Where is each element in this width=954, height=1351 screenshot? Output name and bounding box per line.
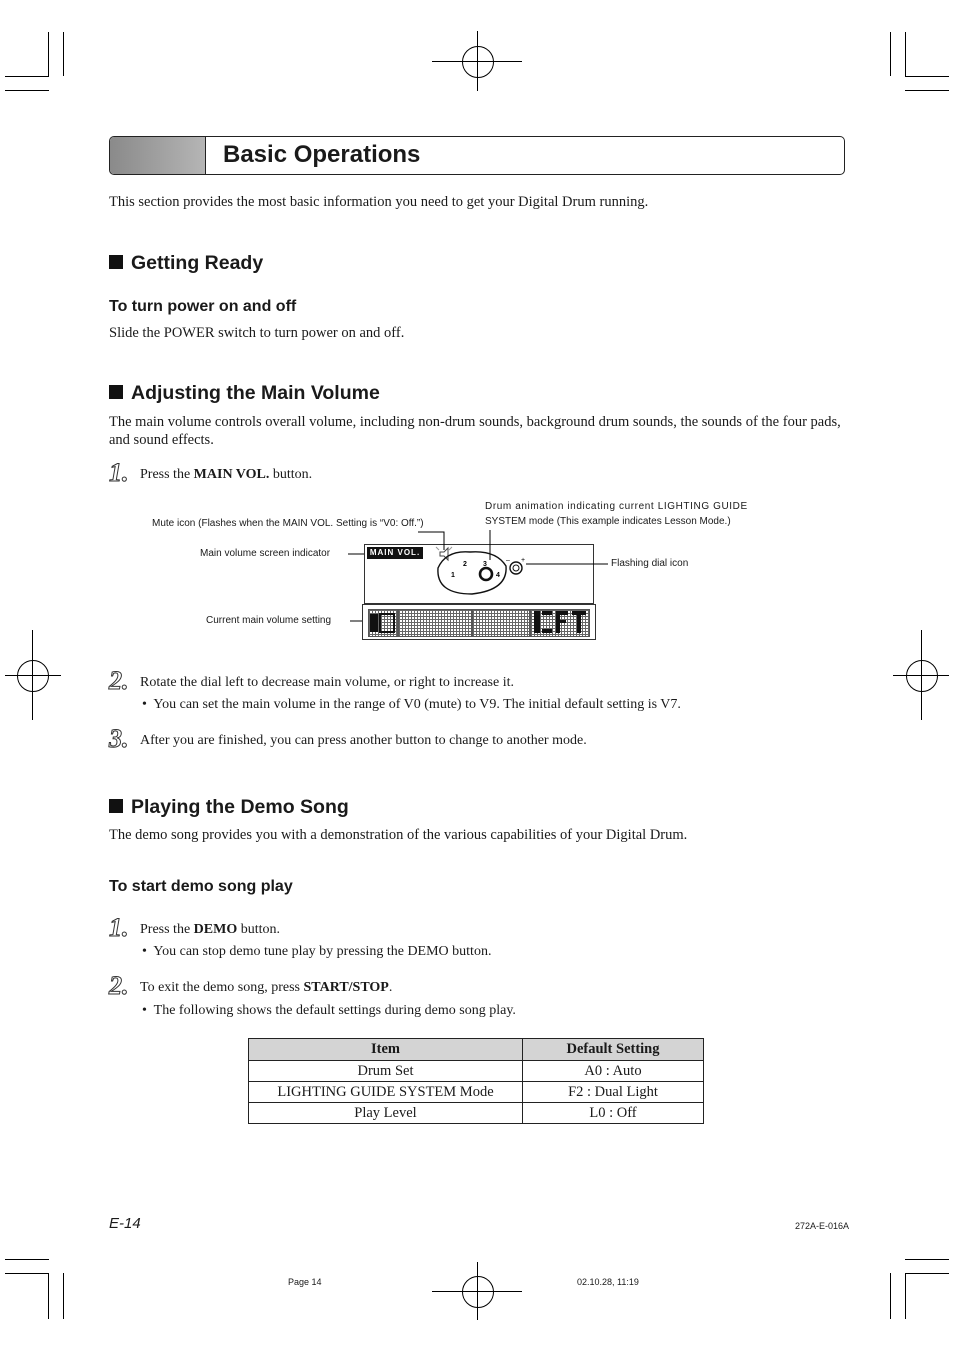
timestamp: 02.10.28, 11:19 <box>577 1277 639 1287</box>
step-number: 1. <box>109 913 129 942</box>
drum-anim-label-2: SYSTEM mode (This example indicates Lesson Mode.) <box>485 516 731 527</box>
bullet-item: • The following shows the default settings during demo song play. <box>142 1003 516 1018</box>
dial-icon <box>506 557 525 574</box>
table-cell: Drum Set <box>249 1061 523 1082</box>
section-heading: Getting Ready <box>131 252 264 274</box>
step-text: To exit the demo song, press START/STOP. <box>140 980 393 995</box>
step-text: Press the MAIN VOL. button. <box>140 467 313 482</box>
step-number: 1. <box>109 458 129 487</box>
svg-text:+: + <box>521 557 526 564</box>
page-title: Basic Operations <box>223 141 421 168</box>
svg-text:1: 1 <box>451 572 455 579</box>
step-number: 2. <box>109 971 129 1000</box>
section-demo-song <box>109 796 349 819</box>
lcd-value-digits <box>370 611 586 633</box>
step-number: 3. <box>109 724 129 753</box>
drum-anim-label-1: Drum animation indicating current LIGHTING GUIDE <box>485 501 748 512</box>
default-settings-table <box>248 1038 704 1124</box>
screen-indicator-label: Main volume screen indicator <box>200 548 331 559</box>
step-number: 2. <box>109 666 129 695</box>
demo-song-text: The demo song provides you with a demonstration of the various capabilities of your Digital Drum. <box>109 827 688 843</box>
svg-text:2: 2 <box>463 561 467 568</box>
table-cell: A0 : Auto <box>523 1061 704 1082</box>
doc-code: 272A-E-016A <box>795 1221 850 1231</box>
key-label: MAIN VOL. <box>193 467 270 482</box>
svg-text:3: 3 <box>483 561 487 568</box>
current-setting-label: Current main volume setting <box>206 615 332 626</box>
square-bullet-icon <box>109 799 123 813</box>
key-label: START/STOP <box>303 980 389 995</box>
step-text: After you are finished, you can press another button to change to another mode. <box>140 733 587 748</box>
intro-text: This section provides the most basic information you need to get your Digital Drum running. <box>109 194 649 210</box>
table-row <box>249 1103 704 1124</box>
power-text: Slide the POWER switch to turn power on and off. <box>109 325 405 341</box>
table-header-row <box>249 1039 704 1061</box>
mute-icon-label: Mute icon (Flashes when the MAIN VOL. Setting is “V0: Off.”) <box>152 518 424 529</box>
bullet-item: • You can set the main volume in the range of V0 (mute) to V9. The initial default setting is V7. <box>142 697 681 712</box>
main-volume-text: The main volume controls overall volume, including non-drum sounds, background drum sounds, the sounds of the four pads, and sound effects. <box>109 414 841 448</box>
table-cell: F2 : Dual Light <box>523 1082 704 1103</box>
svg-text:4: 4 <box>496 572 500 579</box>
table-cell: LIGHTING GUIDE SYSTEM Mode <box>249 1082 523 1103</box>
section-heading: Playing the Demo Song <box>131 796 349 818</box>
table-row <box>249 1082 704 1103</box>
svg-text:–: – <box>506 557 510 564</box>
flashing-dial-label: Flashing dial icon <box>611 558 689 569</box>
table-cell: L0 : Off <box>523 1103 704 1124</box>
table-cell: Play Level <box>249 1103 523 1124</box>
main-vol-badge: MAIN VOL. <box>367 547 423 559</box>
section-heading: Adjusting the Main Volume <box>131 382 380 404</box>
table-header: Item <box>249 1039 523 1061</box>
table-row <box>249 1061 704 1082</box>
key-label: DEMO <box>193 922 238 937</box>
page-small: Page 14 <box>288 1277 322 1287</box>
page-number: E-14 <box>109 1215 141 1232</box>
step-text: Rotate the dial left to decrease main volume, or right to increase it. <box>140 675 514 690</box>
sub-heading-demo: To start demo song play <box>109 878 293 895</box>
table-header: Default Setting <box>523 1039 704 1061</box>
step-text: Press the DEMO button. <box>140 922 281 937</box>
sub-heading-power: To turn power on and off <box>109 298 297 315</box>
bullet-item: • You can stop demo tune play by pressing the DEMO button. <box>142 944 492 959</box>
